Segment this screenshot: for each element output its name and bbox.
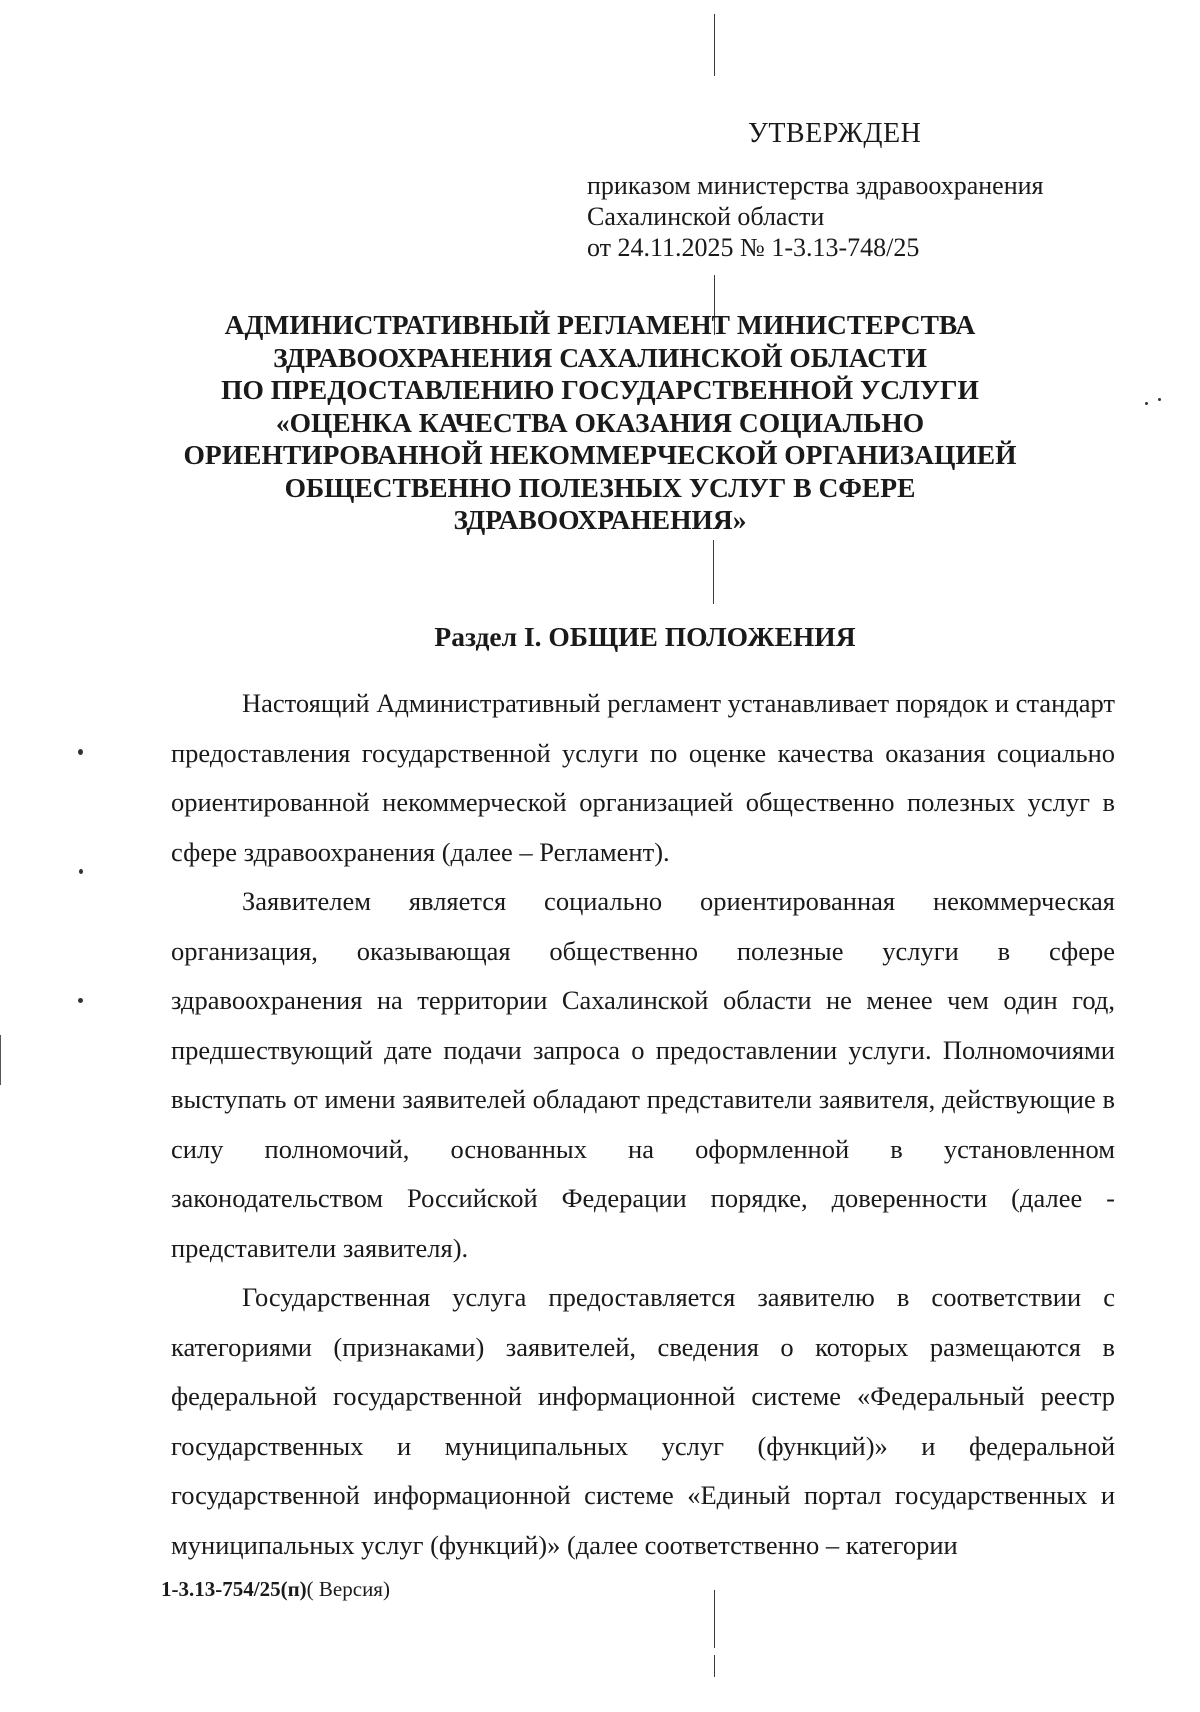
approval-date-number-line: от 24.11.2025 № 1-3.13-748/25 bbox=[587, 233, 920, 262]
paragraph-applicant: Заявителем является социально ориентированная некоммерческая организация, оказывающая общественно полезные услуги в сфере здравоохранения на территории Сахалинской области не менее чем один год, предшествующий дате подачи запроса о предоставлении услуги. Полномочиями выступать от имени заявителей обладают представители заявителя, действующие в силу полномочий, основанных на оформленной в установленном законодательством Российской Федерации порядке, доверенности (далее - представители заявителя). bbox=[171, 886, 1115, 1263]
approval-title: УТВЕРЖДЕН bbox=[748, 118, 922, 149]
section-body bbox=[171, 679, 1115, 1570]
document-code: 1-3.13-754/25(п) bbox=[161, 1577, 307, 1601]
document-title-line: ЗДРАВООХРАНЕНИЯ САХАЛИНСКОЙ ОБЛАСТИ bbox=[273, 341, 927, 373]
scan-speck bbox=[78, 998, 83, 1003]
document-footer bbox=[161, 1577, 390, 1602]
scan-fold-line bbox=[714, 1590, 715, 1648]
scan-edge-line bbox=[0, 1035, 1, 1085]
approval-region-line: Сахалинской области bbox=[587, 202, 825, 231]
scan-fold-line bbox=[714, 14, 715, 76]
scan-speck bbox=[1145, 402, 1148, 405]
scan-fold-line bbox=[714, 1655, 715, 1677]
scan-speck bbox=[78, 749, 83, 755]
scan-fold-line bbox=[713, 540, 714, 604]
scan-speck bbox=[1158, 398, 1161, 401]
document-title-line: ОБЩЕСТВЕННО ПОЛЕЗНЫХ УСЛУГ В СФЕРЕ bbox=[284, 471, 916, 503]
document-title-line: АДМИНИСТРАТИВНЫЙ РЕГЛАМЕНТ МИНИСТЕРСТВА bbox=[224, 309, 976, 340]
paragraph-scope: Настоящий Административный регламент устанавливает порядок и стандарт предоставления государственной услуги по оценке качества оказания социально ориентированной некоммерческой организацией общественно полезных услуг в сфере здравоохранения (далее – Регламент). bbox=[171, 688, 1115, 867]
approval-order-line: приказом министерства здравоохранения bbox=[587, 171, 1044, 200]
document-title bbox=[150, 309, 1050, 537]
document-title-line: ЗДРАВООХРАНЕНИЯ» bbox=[453, 504, 747, 535]
paragraph-categories: Государственная услуга предоставляется заявителю в соответствии с категориями (признаками) заявителей, сведения о которых размещаются в федеральной государственной информационной системе «Федеральный реестр государственных и муниципальных услуг (функций)» и федеральной государственной информационной системе «Единый портал государственных и муниципальных услуг (функций)» (далее соответственно – категории bbox=[171, 1282, 1115, 1560]
document-title-line: ОРИЕНТИРОВАННОЙ НЕКОММЕРЧЕСКОЙ ОРГАНИЗАЦИЕЙ bbox=[183, 439, 1017, 470]
document-title-line: ПО ПРЕДОСТАВЛЕНИЮ ГОСУДАРСТВЕННОЙ УСЛУГИ bbox=[221, 374, 979, 405]
approval-details bbox=[587, 170, 1044, 263]
section-heading: Раздел I. ОБЩИЕ ПОЛОЖЕНИЯ bbox=[434, 621, 856, 652]
document-title-line: «ОЦЕНКА КАЧЕСТВА ОКАЗАНИЯ СОЦИАЛЬНО bbox=[275, 406, 925, 438]
document-version: ( Версия) bbox=[306, 1577, 390, 1601]
scan-speck bbox=[79, 869, 83, 874]
